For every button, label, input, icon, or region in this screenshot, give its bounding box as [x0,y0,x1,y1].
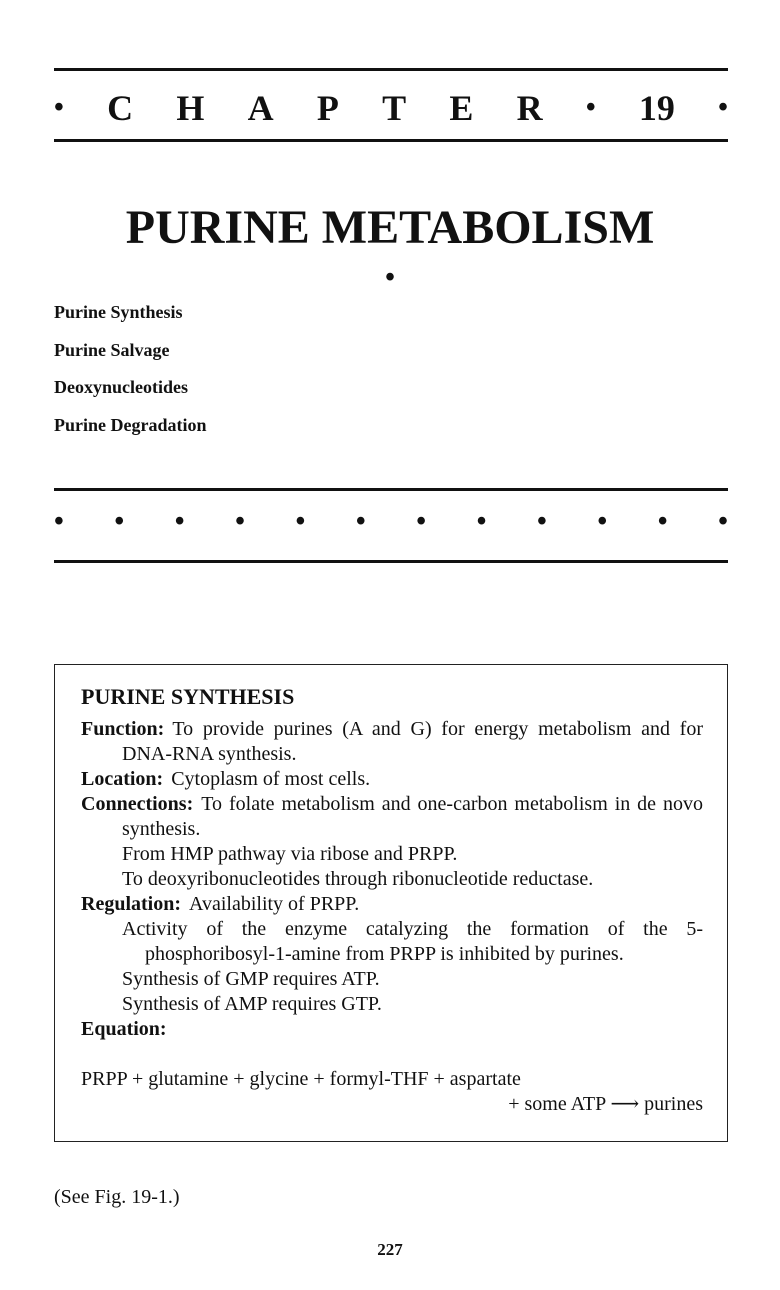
summary-content [81,681,703,1117]
chapter-separator: • [718,92,728,123]
chapter-separator: • [585,92,596,123]
function-entry [81,717,703,767]
regulation-line: Synthesis of AMP requires GTP. [122,993,382,1015]
chapter-heading [54,86,728,130]
dot-ornament: • [295,506,306,537]
dot-ornament: • [355,506,366,537]
title-dot: • [385,262,395,293]
summary-box [54,664,728,1142]
dot-ornament: • [235,506,245,537]
dot-ornament: • [54,506,64,537]
chapter-letter: T [382,88,407,128]
equation-line: + some ATP ⟶ purines [508,1093,703,1115]
dot-ornament: • [718,506,728,537]
top-rule-lower [54,139,728,142]
connections-label: Connections: [81,793,194,815]
chapter-letter: H [176,88,205,128]
box-heading: PURINE SYNTHESIS [81,684,295,709]
dot-ornament: • [416,506,427,537]
dot-row [54,506,728,538]
location-label: Location: [81,768,164,790]
figure-reference: (See Fig. 19-1.) [54,1186,180,1208]
chapter-title: PURINE METABOLISM [125,201,655,254]
equation-entry [81,1017,703,1042]
regulation-line: Activity of the enzyme catalyzing the formation of the 5-phosphoribosyl-1-amine from PRPP is inhibited by purines. [122,918,703,965]
function-text: To provide purines (A and G) for energy metabolism and for DNA-RNA synthesis. [122,718,703,765]
connections-line: To deoxyribonucleotides through ribonucleotide reductase. [122,868,594,890]
toc-item: Deoxynucleotides [54,377,188,397]
connections-text: To folate metabolism and one-carbon metabolism in de novo synthesis. [122,793,703,840]
regulation-entry [81,892,703,917]
chapter-letter: P [316,88,339,128]
chapter-contents [54,300,207,450]
dot-ornament: • [174,506,185,537]
top-rule-upper [54,68,728,71]
equation-label: Equation: [81,1018,167,1040]
toc-item: Purine Salvage [54,339,170,360]
chapter-separator: • [54,92,64,123]
regulation-label: Regulation: [81,893,181,915]
chapter-letter: A [247,88,274,128]
middle-rule-upper [54,488,728,491]
chapter-letter: C [107,88,134,128]
middle-rule-lower [54,560,728,563]
function-label: Function: [81,718,165,740]
chapter-number: 19 [638,88,675,128]
chapter-letter: R [516,88,543,128]
toc-item: Purine Degradation [54,414,207,435]
dot-ornament: • [537,506,547,537]
dot-ornament: • [597,506,608,537]
dot-ornament: • [114,506,125,537]
location-text: Cytoplasm of most cells. [171,768,371,790]
page-number: 227 [377,1240,403,1259]
regulation-line: Synthesis of GMP requires ATP. [122,968,380,990]
toc-item: Purine Synthesis [54,302,183,322]
dot-ornament: • [476,506,487,537]
connections-line: From HMP pathway via ribose and PRPP. [122,843,458,865]
regulation-text: Availability of PRPP. [189,893,360,915]
connections-entry [81,792,703,842]
equation-line: PRPP + glutamine + glycine + formyl-THF + aspartate [81,1068,521,1090]
chapter-letter: E [449,88,474,128]
location-entry [81,767,703,792]
dot-ornament: • [657,506,668,537]
